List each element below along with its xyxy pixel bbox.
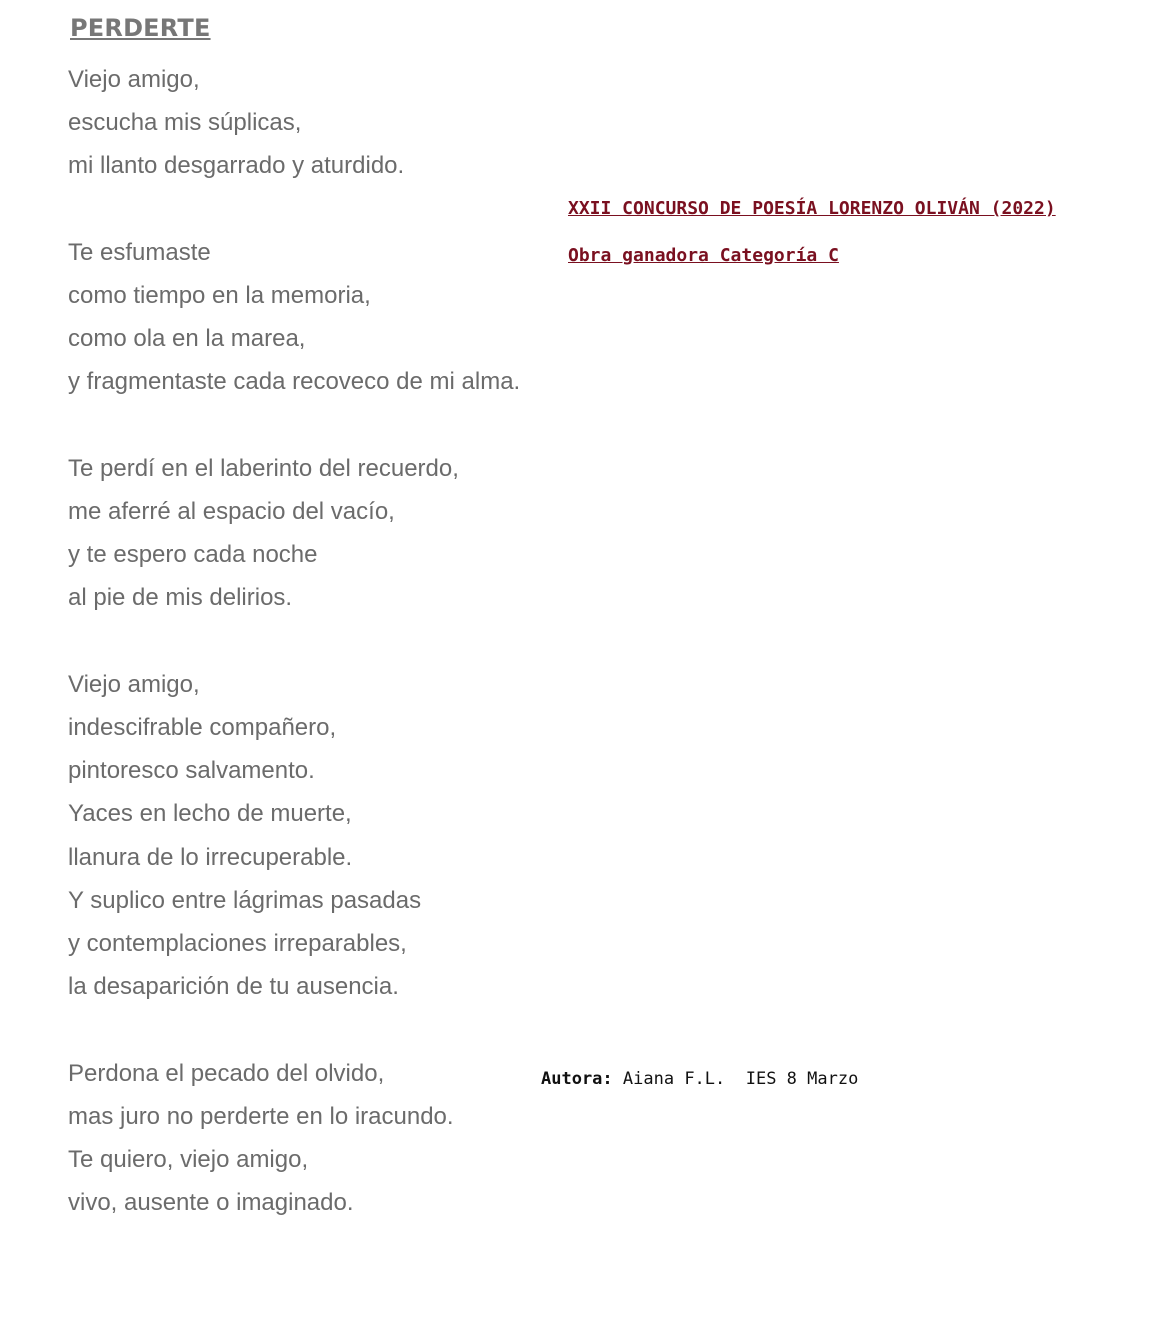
poem-line: Te esfumaste xyxy=(68,238,211,266)
poem-line: vivo, ausente o imaginado. xyxy=(68,1189,354,1217)
poem-line: y te espero cada noche xyxy=(68,541,318,569)
poem-line: pintoresco salvamento. xyxy=(68,757,315,785)
poem-line: mi llanto desgarrado y aturdido. xyxy=(68,152,405,180)
poem-line: Yaces en lecho de muerte, xyxy=(68,800,352,828)
poem-line: Te quiero, viejo amigo, xyxy=(68,1146,309,1174)
award-category: Obra ganadora Categoría C xyxy=(568,245,839,266)
poem-line: escucha mis súplicas, xyxy=(68,109,302,137)
poem-line: Y suplico entre lágrimas pasadas xyxy=(68,886,422,914)
poem-line: Viejo amigo, xyxy=(68,670,200,698)
poem-line: indescifrable compañero, xyxy=(68,714,337,741)
poem-line: al pie de mis delirios. xyxy=(68,584,293,612)
poem-line: como tiempo en la memoria, xyxy=(68,282,371,309)
poem-line: como ola en la marea, xyxy=(68,325,306,353)
poem-line: Viejo amigo, xyxy=(68,66,200,93)
stanza-1 xyxy=(68,58,548,188)
poem-line: y fragmentaste cada recoveco de mi alma. xyxy=(68,368,521,396)
poem-line: llanura de lo irrecuperable. xyxy=(68,843,353,871)
poem-body xyxy=(68,58,548,1224)
poem-line: la desaparición de tu ausencia. xyxy=(68,973,399,1001)
poem-line: mas juro no perderte en lo iracundo. xyxy=(68,1102,454,1130)
poem-title: PERDERTE xyxy=(70,14,211,42)
author-credit xyxy=(541,1069,858,1089)
poem-line: Te perdí en el laberinto del recuerdo, xyxy=(68,454,459,482)
author-value: Aiana F.L. IES 8 Marzo xyxy=(622,1069,859,1089)
stanza-5 xyxy=(68,1052,548,1225)
poem-line: Perdona el pecado del olvido, xyxy=(68,1059,385,1087)
stanza-3 xyxy=(68,447,548,620)
poem-line: me aferré al espacio del vacío, xyxy=(68,498,395,525)
contest-title: XXII CONCURSO DE POESÍA LORENZO OLIVÁN (2022) xyxy=(568,198,1056,219)
stanza-4 xyxy=(68,663,548,1009)
author-label: Autora: xyxy=(541,1069,613,1089)
stanza-2 xyxy=(68,231,548,404)
poem-line: y contemplaciones irreparables, xyxy=(68,930,407,958)
